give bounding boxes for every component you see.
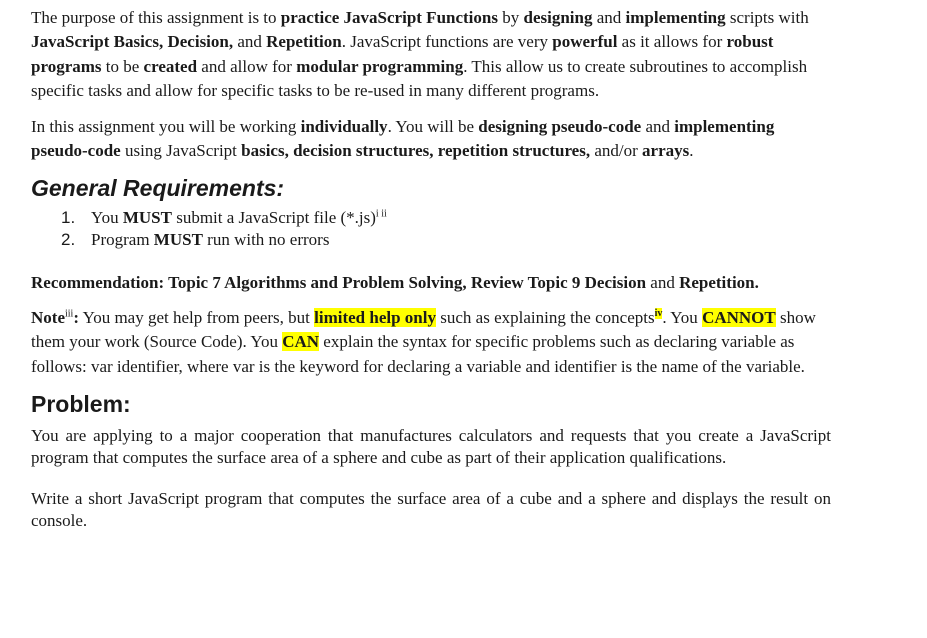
text-span: Program [91, 230, 154, 250]
text-span: The purpose of this assignment is to [31, 8, 281, 27]
text-span: . JavaScript functions are very [341, 32, 553, 52]
text-span: run with no errors [202, 230, 330, 250]
highlighted-text: CAN [282, 332, 320, 352]
bold-span: : [73, 307, 79, 327]
assignment-document [31, 6, 831, 531]
text-span: scripts with [725, 8, 809, 27]
highlighted-text: CANNOT [702, 307, 776, 327]
bold-span: basics, decision structures, repetition structures, [241, 141, 591, 161]
bold-span: Repetition [266, 32, 342, 52]
bold-span: robust programs [31, 32, 774, 76]
task-paragraph: Write a short JavaScript program that computes the surface area of a cube and a sphere and displays the result on console. [31, 489, 831, 530]
endnote-marker[interactable]: i [375, 208, 379, 220]
text-span: . You [662, 307, 703, 327]
note-paragraph [31, 306, 831, 379]
list-number: 2. [61, 230, 76, 250]
endnote-marker[interactable]: iv [654, 308, 663, 320]
text-span: . You will be [387, 116, 479, 136]
list-number: 1. [61, 208, 76, 228]
general-requirements-heading: General Requirements: [31, 175, 285, 202]
problem-paragraph: You are applying to a major cooperation that manufactures calculators and requests that you create a JavaScript program that computes the surface area of a sphere and cube as part of their application qualifications. [31, 426, 831, 467]
text-span: . [689, 141, 694, 161]
requirements-list [31, 207, 831, 251]
bold-span: implementing pseudo-code [31, 116, 775, 161]
bold-span: designing [523, 8, 593, 27]
endnote-marker[interactable]: iii [64, 308, 74, 320]
text-span: and allow for [197, 56, 297, 76]
bold-span: modular programming [296, 56, 464, 76]
bold-span: created [143, 56, 198, 76]
bold-span: implementing [625, 8, 726, 27]
bold-span: Note [31, 307, 65, 327]
bold-span: designing pseudo-code [478, 116, 642, 136]
text-span: using JavaScript [120, 141, 242, 161]
recommendation-paragraph [31, 271, 831, 295]
text-span: and [233, 32, 267, 52]
bold-span: practice JavaScript Functions [280, 8, 498, 27]
problem-heading: Problem: [31, 391, 131, 418]
text-span: by [497, 8, 524, 27]
bold-span: Recommendation: Topic 7 Algorithms and Problem Solving, Review Topic 9 Decision [31, 273, 647, 293]
bold-span: powerful [552, 32, 618, 52]
text-span: and [592, 8, 626, 27]
bold-span: arrays [642, 141, 690, 161]
bold-span: individually [300, 116, 388, 136]
highlighted-text: limited help only [314, 307, 436, 327]
list-item [31, 229, 831, 251]
text-span: submit a JavaScript file (*.js) [171, 208, 376, 228]
text-span: In this assignment you will be working [31, 116, 301, 136]
bold-span: MUST [122, 208, 172, 228]
paragraph-gap [31, 468, 831, 488]
text-span: You may get help from peers, but [79, 307, 315, 327]
bold-span: JavaScript Basics, Decision, [31, 32, 234, 52]
text-span: and [641, 116, 675, 136]
text-span: and [646, 273, 680, 293]
text-span: such as explaining the concepts [436, 307, 655, 327]
text-span: to be [101, 56, 144, 76]
text-span: . This allow us to create subroutines to accomplish specific tasks and allow for specific tasks to be re-used in many different programs. [31, 56, 808, 101]
list-item [31, 207, 831, 229]
text-span: and/or [590, 141, 643, 161]
individual-paragraph [31, 115, 831, 164]
text-span: show them your work (Source Code). You [31, 307, 816, 352]
bold-span: MUST [153, 230, 203, 250]
intro-paragraph [31, 6, 831, 104]
endnote-marker[interactable]: ii [378, 208, 387, 220]
text-span: You [91, 208, 123, 228]
text-span: explain the syntax for specific problems such as declaring variable as follows: var identifier, where var is the keyword for declaring a variable and identifier is the name of the variable. [31, 332, 805, 376]
bold-span: Repetition. [679, 273, 759, 293]
text-span: as it allows for [617, 32, 727, 52]
